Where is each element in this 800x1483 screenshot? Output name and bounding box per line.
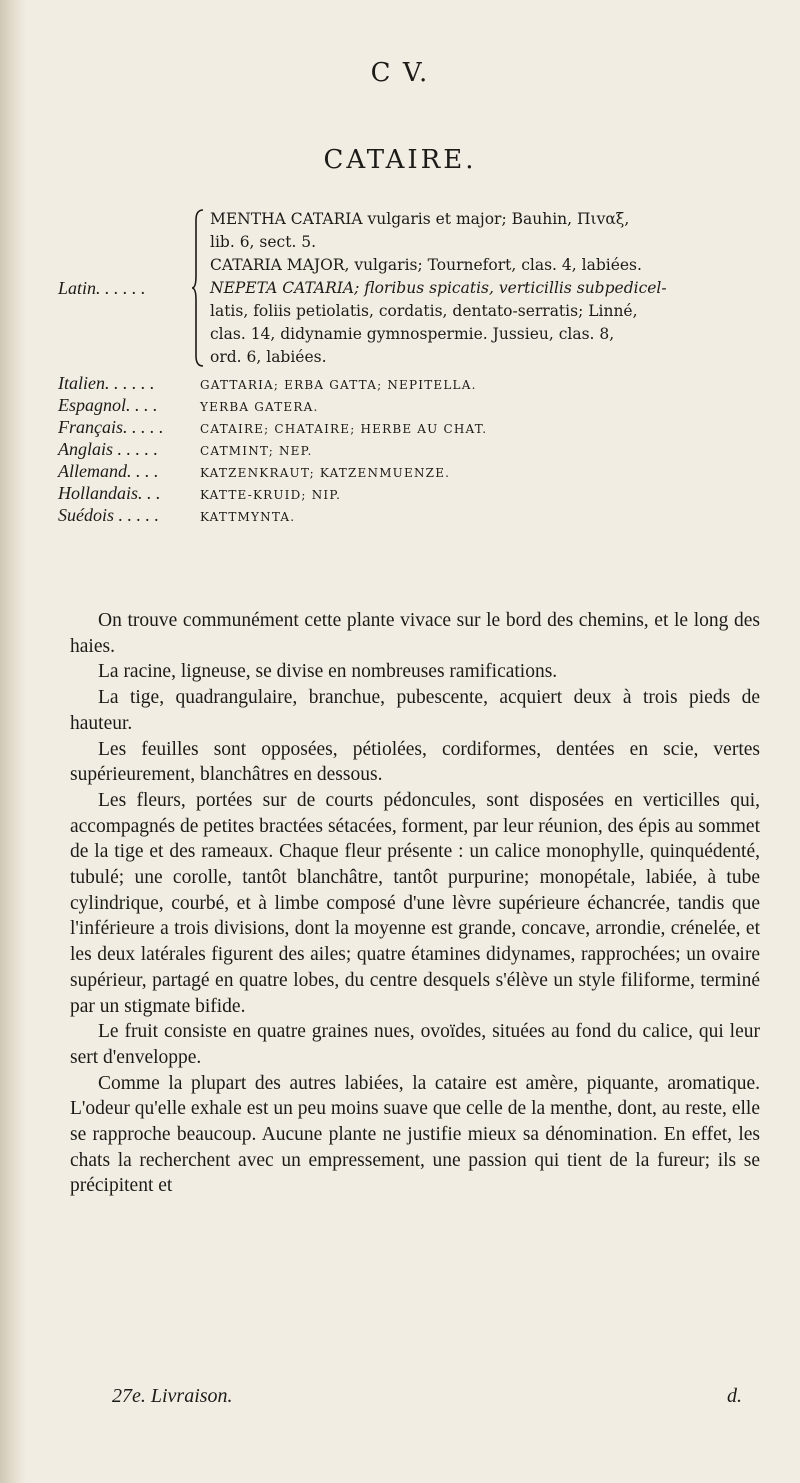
paragraph: On trouve communément cette plante vivace sur le bord des chemins, et le long des haies. (70, 610, 760, 657)
vernacular-name: KATTE-KRUID; NIP. (200, 488, 342, 502)
vernacular-name: CATMINT; NEP. (200, 444, 313, 458)
language-label: Français. . . . . (58, 417, 164, 437)
vernacular-name: KATZENKRAUT; KATZENMUENZE. (200, 466, 451, 480)
language-label: Hollandais. . . (58, 483, 161, 503)
language-label: Italien. . . . . . (58, 373, 155, 393)
latin-line: latis, foliis petiolatis, cordatis, dentato-serratis; Linné, (210, 302, 638, 320)
page-title: CATAIRE. (323, 145, 477, 175)
latin-line: NEPETA CATARIA; floribus spicatis, verticillis subpedicel- (210, 279, 667, 297)
gathering-mark: d. (727, 1385, 742, 1407)
vernacular-row (58, 373, 758, 395)
latin-synonyms (210, 208, 770, 369)
language-label: Anglais . . . . . (58, 439, 159, 459)
vernacular-row (58, 461, 758, 483)
language-label: Espagnol. . . . (58, 395, 158, 415)
vernacular-row (58, 439, 758, 461)
nomenclature-section (58, 208, 758, 527)
language-label: Suédois . . . . . (58, 505, 159, 525)
page-footer (112, 1385, 742, 1408)
latin-line: ord. 6, labiées. (210, 348, 327, 366)
vernacular-row (58, 417, 758, 439)
paragraph: Les feuilles sont opposées, pétiolées, cordiformes, dentées en scie, vertes supérieurement, blanchâtres en dessous. (70, 738, 760, 786)
paragraph: La racine, ligneuse, se divise en nombreuses ramifications. (98, 661, 558, 683)
paragraph: La tige, quadrangulaire, branchue, pubescente, acquiert deux à trois pieds de hauteur. (70, 687, 760, 734)
page-number: C V. (370, 58, 430, 88)
latin-label: Latin. . . . . . (58, 278, 146, 298)
vernacular-name: KATTMYNTA. (200, 510, 296, 524)
latin-line: MENTHA CATARIA vulgaris et major; Bauhin, Πιvαξ, (210, 210, 630, 228)
vernacular-name: YERBA GATERA. (200, 400, 319, 414)
paragraph: Comme la plupart des autres labiées, la cataire est amère, piquante, aromatique. L'odeur qu'elle exhale est un peu moins suave que celle de la menthe, dont, au reste, elle se rapproche beaucoup. Aucune plante ne justifie mieux sa dénomination. En effet, les chats la recherchent avec un empressement, une passion qui tient de la fureur; ils se précipitent et (70, 1072, 760, 1197)
brace-glyph (192, 208, 204, 368)
page-edge-shadow (0, 0, 26, 1483)
vernacular-row (58, 395, 758, 417)
vernacular-name: GATTARIA; ERBA GATTA; NEPITELLA. (200, 378, 477, 392)
language-label: Allemand. . . . (58, 461, 159, 481)
vernacular-row (58, 505, 758, 527)
paragraph: Les fleurs, portées sur de courts pédoncules, sont disposées en verticilles qui, accompagnés de petites bractées sétacées, forment, par leur réunion, des épis au sommet de la tige et des rameaux. Chaque fleur présente : un calice monophylle, quinquédenté, tubulé; une corolle, tantôt blanchâtre, tantôt purpurine; monopétale, labiée, à tube cylindrique, courbé, et à limbe composé d'une lèvre supérieure échancrée, tandis que l'inférieure a trois divisions, dont la moyenne est grande, concave, arrondie, crénelée, et les deux latérales figurent des ailes; quatre étamines didynames, rapprochées; un ovaire supérieur, partagé en quatre lobes, du centre desquels s'élève un style filiforme, terminé par un stigmate bifide. (70, 789, 760, 1017)
latin-line: lib. 6, sect. 5. (210, 233, 317, 251)
description-text (70, 608, 760, 1199)
latin-line: clas. 14, didynamie gymnospermie. Jussieu, clas. 8, (210, 325, 615, 343)
latin-line: CATARIA MAJOR, vulgaris; Tournefort, clas. 4, labiées. (210, 256, 642, 274)
latin-names (58, 208, 758, 373)
vernacular-row (58, 483, 758, 505)
vernacular-name: CATAIRE; CHATAIRE; HERBE AU CHAT. (200, 422, 488, 436)
paragraph: Le fruit consiste en quatre graines nues, ovoïdes, situées au fond du calice, qui leur sert d'enveloppe. (70, 1021, 760, 1068)
signature-mark: 27e. Livraison. (112, 1385, 233, 1407)
